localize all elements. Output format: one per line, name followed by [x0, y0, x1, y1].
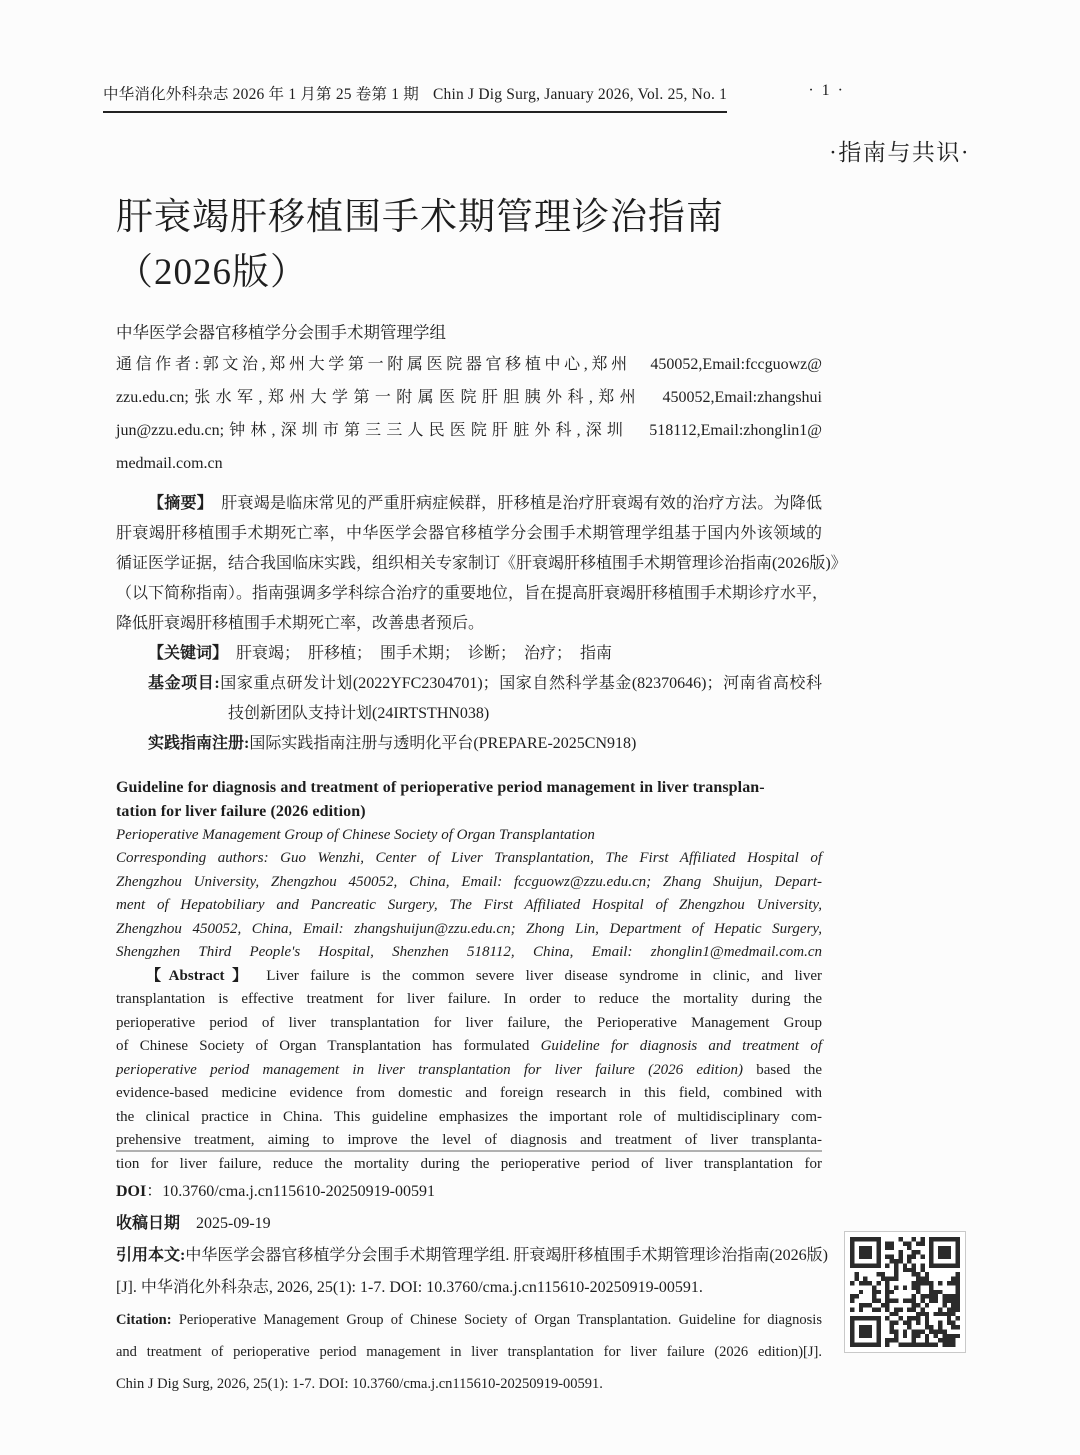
- article-title-cn: [116, 190, 822, 300]
- keywords-label: 【关键词】: [148, 645, 221, 662]
- funding: 基金项目:国家重点研发计划(2022YFC2304701)；国家自然科学基金(82370646)；河南省高校科 技创新团队支持计划(24IRTSTHN038): [148, 675, 822, 722]
- keywords: [116, 639, 822, 669]
- qr-code-image: [850, 1237, 960, 1347]
- citation-cn: 引用本文:中华医学会器官移植学分会围手术期管理学组. 肝衰竭肝移植围手术期管理诊治指南(2026版) [J]. 中华消化外科杂志, 2026, 25(1): 1-7. DOI: 10.3760/cma.j.cn115610-20250919-00591.: [116, 1247, 829, 1296]
- citation-en: Citation: Perioperative Management Group of Chinese Society of Organ Transplantation. Guideline for diagnosis and treatment of perioperative period management in liver transplantation for liver failure (2026 edition)[J]. Chin J Dig Surg, 2026, 25(1): 1-7. DOI: 10.3760/cma.j.cn115610-20250919-00591.: [116, 1312, 822, 1392]
- article-title-en: Guideline for diagnosis and treatment of perioperative period management in liver transplan- tation for liver failure (2026 edition): [116, 779, 765, 820]
- abstract-cn: 【摘要】 肝衰竭是临床常见的严重肝病症候群，肝移植是治疗肝衰竭有效的治疗方法。为降低 肝衰竭肝移植围手术期死亡率，中华医学会器官移植学分会围手术期管理学组基于国内外该领域的 循证医学证据，结合我国临床实践，组织相关专家制订《肝衰竭肝移植围手术期管理诊治指南(2026版)》 （以下简称指南）。指南强调多学科综合治疗的重要地位，旨在提高肝衰竭肝移植围手术期诊疗水平， 降低肝衰竭肝移植围手术期死亡率，改善患者预后。: [116, 495, 847, 632]
- footnote-area: [116, 1150, 829, 1400]
- corresponding-authors-cn: 通信作者:郭文治,郑州大学第一附属医院器官移植中心,郑州 450052,Email:fccguowz@ zzu.edu.cn;张水军,郑州大学第一附属医院肝胆胰外科,郑州 450052,Email:zhangshui jun@zzu.edu.cn;钟林,深圳市第三三人民医院肝脏外科,深圳 518112,Email:zhonglin1@ medmail.com.cn: [116, 356, 822, 472]
- registration-text: 国际实践指南注册与透明化平台(PREPARE-2025CN918): [249, 735, 637, 752]
- author-group-en: Perioperative Management Group of Chinese Society of Organ Transplantation: [116, 827, 595, 843]
- abstract-en: 【Abstract】 Liver failure is the common severe liver disease syndrome in clinic, and liver transplantation is effective treatment for liver failure. In order to reduce the mortality during the perioperative period of liver transplantation for liver failure, the Perioperative Management Group of Chinese Society of Organ Transplantation has formulated Guideline for diagnosis and treatment of perioperative period management in liver transplantation for liver failure (2026 edition) based the evidence-based medicine evidence from domestic and foreign research in this field, combined with the clinical practice in China. This guideline emphasizes the important role of multidisciplinary com- prehensive treatment, aiming to improve the level of diagnosis and treatment of liver transplanta- tion for liver failure, reduce the mortality during the perioperative period of liver transplantation for: [116, 967, 823, 1172]
- registration-label: 实践指南注册:: [148, 735, 250, 752]
- masthead: [103, 82, 963, 113]
- author-group: 中华医学会器官移植学分会围手术期管理学组: [116, 323, 446, 342]
- article-body: [116, 190, 847, 1176]
- guideline-registration: [116, 729, 822, 759]
- received-date-line: 收稿日期 2025-09-19: [116, 1215, 271, 1232]
- article-title-line1: 肝衰竭肝移植围手术期管理诊治指南: [116, 197, 724, 238]
- journal-title-cn: 中华消化外科杂志 2026 年 1 月第 25 卷第 1 期: [103, 86, 420, 103]
- doi-line: DOI：10.3760/cma.j.cn115610-20250919-00591: [116, 1183, 435, 1200]
- english-section: [116, 776, 822, 1176]
- page-number: · 1 ·: [808, 82, 845, 99]
- column-tag: ·指南与共识·: [829, 140, 970, 165]
- keywords-text: 肝衰竭； 肝移植； 围手术期； 诊断； 治疗； 指南: [220, 645, 613, 662]
- qr-code: [844, 1231, 966, 1353]
- corresponding-authors-en: Corresponding authors: Guo Wenzhi, Center of Liver Transplantation, The First Affiliated Hospital of Zhengzhou University, Zhengzhou 450052, China, Email: fccguowz@zzu.edu.cn; Zhang Shuijun, Depart- ment of Hepatobiliary and Pancreatic Surgery, The First Affiliated Hospital of Zhengzhou University, Zhengzhou 450052, China, Email: zhangshuijun@zzu.edu.cn; Zhong Lin, Department of Hepatic Surgery, Shengzhen Third People's Hospital, Shenzhen 518112, China, Email: zhonglin1@medmail.com.cn: [116, 850, 822, 960]
- journal-title-en: Chin J Dig Surg, January 2026, Vol. 25, No. 1: [433, 86, 728, 103]
- journal-header: [103, 82, 727, 113]
- article-title-line2: （2026版）: [116, 252, 308, 293]
